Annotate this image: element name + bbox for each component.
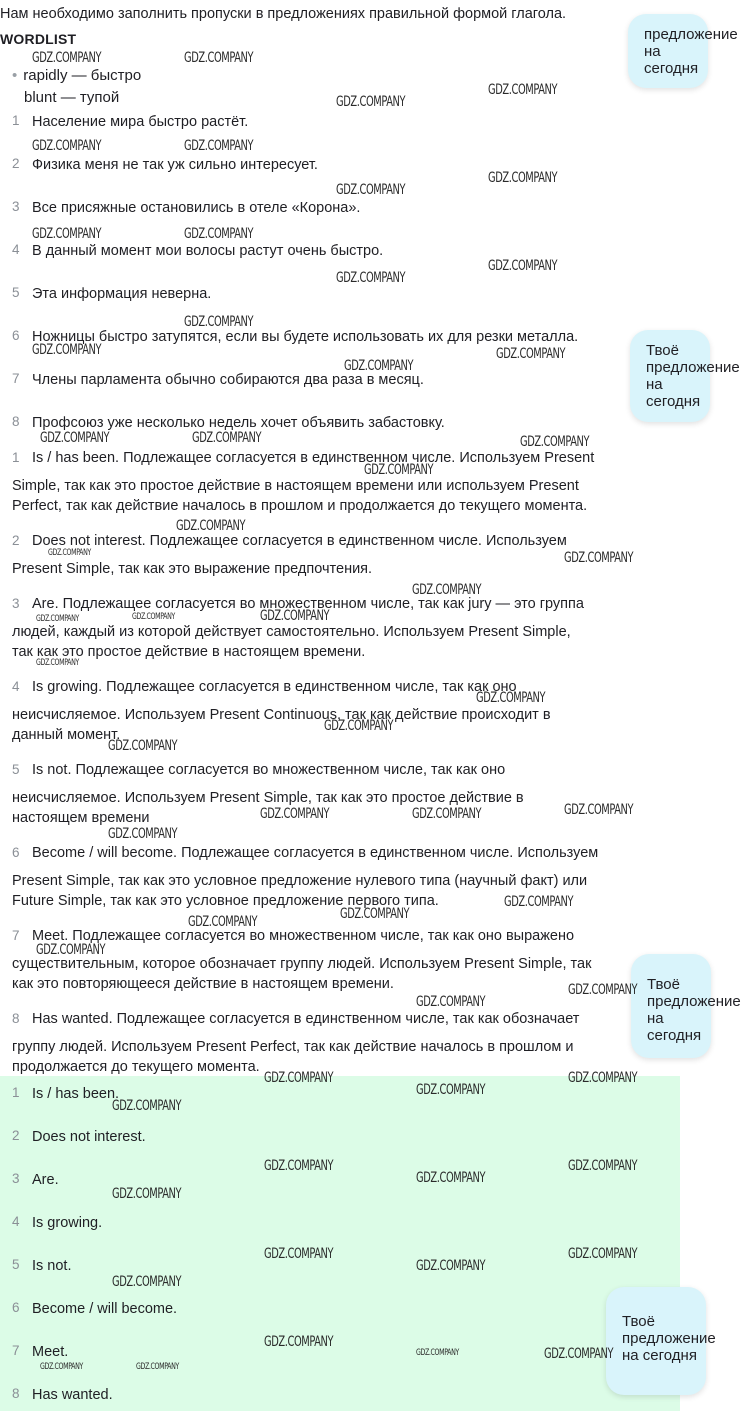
- answer-number: 4: [12, 1214, 20, 1229]
- watermark: GDZ.COMPANY: [112, 1186, 182, 1202]
- watermark: GDZ.COMPANY: [340, 906, 410, 922]
- explanation-block: [12, 448, 672, 517]
- sentence-number: 5: [12, 285, 20, 300]
- explanation-line: Are. Подлежащее согласуется во множественном числе, так как jury — это группа: [32, 596, 584, 612]
- watermark: GDZ.COMPANY: [132, 612, 175, 622]
- sentence-number: 4: [12, 242, 20, 257]
- answer-text: Does not interest.: [32, 1129, 146, 1145]
- sentence-text: Все присяжные остановились в отеле «Корона».: [32, 200, 361, 216]
- sentence-number: 1: [12, 113, 20, 128]
- answer-number: 5: [12, 1257, 20, 1272]
- explanation-line: группу людей. Используем Present Perfect, так как действие началось в прошлом и: [12, 1038, 574, 1055]
- explanation-line: Is / has been. Подлежащее согласуется в единственном числе. Используем Present: [32, 450, 595, 466]
- watermark: GDZ.COMPANY: [108, 738, 178, 754]
- explanation-number: 1: [12, 450, 20, 465]
- daily-sentence-bubble[interactable]: [630, 330, 740, 422]
- bubble-line: на сегодня: [622, 1347, 697, 1364]
- explanation-number: 7: [12, 928, 20, 943]
- sentence-text: Члены парламента обычно собираются два раза в месяц.: [32, 372, 424, 388]
- sentence-number: 7: [12, 371, 20, 386]
- answer-text: Is not.: [32, 1258, 72, 1274]
- explanation-line: так как это простое действие в настоящем времени.: [12, 644, 366, 660]
- watermark: GDZ.COMPANY: [260, 608, 330, 624]
- watermark: GDZ.COMPANY: [416, 1082, 486, 1098]
- watermark: GDZ.COMPANY: [568, 1246, 638, 1262]
- watermark: GDZ.COMPANY: [112, 1098, 182, 1114]
- explanation-block: [12, 843, 672, 912]
- explanation-line: Future Simple, так как это условное предложение первого типа.: [12, 893, 439, 909]
- watermark: GDZ.COMPANY: [108, 826, 178, 842]
- explanation-number: 4: [12, 679, 20, 694]
- answer-number: 3: [12, 1171, 20, 1186]
- bubble-line: на сегодня: [647, 1010, 702, 1044]
- sentence-text: Эта информация неверна.: [32, 286, 212, 302]
- explanation-line: Present Simple, так как это выражение предпочтения.: [12, 560, 373, 577]
- answer-number: 1: [12, 1085, 20, 1100]
- wordlist-item: • rapidly — быстро: [12, 67, 142, 84]
- watermark: GDZ.COMPANY: [184, 314, 254, 330]
- explanation-line: Present Simple, так как это условное предложение нулевого типа (научный факт) или: [12, 872, 588, 889]
- sentence-text: Профсоюз уже несколько недель хочет объявить забастовку.: [32, 415, 445, 431]
- answer-text: Is growing.: [32, 1215, 103, 1231]
- wordlist-item-text: rapidly — быстро: [23, 67, 142, 84]
- bubble-line: предложение: [644, 26, 738, 43]
- watermark: GDZ.COMPANY: [488, 258, 558, 274]
- sentence-number: 2: [12, 156, 20, 171]
- explanation-line: Meet. Подлежащее согласуется во множественном числе, так как оно выражено: [32, 928, 575, 944]
- explanation-number: 3: [12, 596, 20, 611]
- sentence-text: Ножницы быстро затупятся, если вы будете использовать их для резки металла.: [32, 329, 579, 345]
- wordlist-item-text: blunt — тупой: [24, 89, 120, 106]
- watermark: GDZ.COMPANY: [40, 430, 110, 446]
- watermark: GDZ.COMPANY: [184, 138, 254, 154]
- watermark: GDZ.COMPANY: [136, 1362, 179, 1372]
- watermark: GDZ.COMPANY: [496, 346, 566, 362]
- watermark: GDZ.COMPANY: [32, 226, 102, 242]
- instruction-text: Нам необходимо заполнить пропуски в предложениях правильной формой глагола.: [0, 6, 567, 22]
- watermark: GDZ.COMPANY: [36, 942, 106, 958]
- answer-number: 6: [12, 1300, 20, 1315]
- explanation-line: Become / will become. Подлежащее согласуется в единственном числе. Используем: [32, 845, 599, 861]
- answer-number: 7: [12, 1343, 20, 1358]
- watermark: GDZ.COMPANY: [336, 94, 406, 110]
- watermark: GDZ.COMPANY: [416, 1170, 486, 1186]
- watermark: GDZ.COMPANY: [184, 226, 254, 242]
- watermark: GDZ.COMPANY: [416, 1258, 486, 1274]
- bubble-line: Твоё: [622, 1313, 655, 1330]
- watermark: GDZ.COMPANY: [412, 582, 482, 598]
- daily-sentence-bubble[interactable]: [628, 14, 738, 88]
- watermark: GDZ.COMPANY: [488, 170, 558, 186]
- watermark: GDZ.COMPANY: [36, 614, 79, 624]
- sentence-text: В данный момент мои волосы растут очень быстро.: [32, 243, 384, 259]
- answer-text: Has wanted.: [32, 1387, 113, 1403]
- explanation-line: продолжается до текущего момента.: [12, 1059, 260, 1075]
- sentence-text: Население мира быстро растёт.: [32, 114, 249, 130]
- watermark: GDZ.COMPANY: [112, 1274, 182, 1290]
- watermark: GDZ.COMPANY: [32, 138, 102, 154]
- watermark: GDZ.COMPANY: [336, 182, 406, 198]
- watermark: GDZ.COMPANY: [40, 1362, 83, 1372]
- explanation-line: Simple, так как это простое действие в настоящем времени или используем Present: [12, 477, 579, 494]
- explanation-block: [12, 594, 672, 663]
- watermark: GDZ.COMPANY: [36, 658, 79, 668]
- explanation-block: [12, 677, 672, 746]
- watermark: GDZ.COMPANY: [344, 358, 414, 374]
- explanation-number: 5: [12, 762, 20, 777]
- wordlist-item-clipped: [24, 89, 144, 106]
- explanation-line: существительным, которое обозначает группу людей. Используем Present Simple, так: [12, 955, 592, 972]
- answer-text: Meet.: [32, 1344, 69, 1360]
- watermark: GDZ.COMPANY: [544, 1346, 614, 1362]
- bubble-line: Твоё: [647, 976, 680, 993]
- watermark: GDZ.COMPANY: [264, 1246, 334, 1262]
- sentence-number: 6: [12, 328, 20, 343]
- explanation-block: [12, 1009, 672, 1078]
- watermark: GDZ.COMPANY: [260, 806, 330, 822]
- explanation-block: [12, 926, 672, 995]
- explanation-block: [12, 760, 672, 829]
- daily-sentence-bubble[interactable]: [631, 954, 741, 1058]
- watermark: GDZ.COMPANY: [416, 1348, 459, 1358]
- watermark: GDZ.COMPANY: [324, 718, 394, 734]
- watermark: GDZ.COMPANY: [476, 690, 546, 706]
- answer-number: 2: [12, 1128, 20, 1143]
- watermark: GDZ.COMPANY: [264, 1334, 334, 1350]
- wordlist-heading: WORDLIST: [0, 31, 77, 47]
- bubble-line: на сегодня: [644, 43, 699, 77]
- answer-text: Become / will become.: [32, 1301, 178, 1317]
- answers-section: [0, 1076, 680, 1411]
- bubble-line: на сегодня: [646, 376, 701, 410]
- watermark: GDZ.COMPANY: [176, 518, 246, 534]
- watermark: GDZ.COMPANY: [568, 982, 638, 998]
- watermark: GDZ.COMPANY: [564, 550, 634, 566]
- bubble-line: предложение: [646, 359, 740, 376]
- watermark: GDZ.COMPANY: [264, 1070, 334, 1086]
- explanation-line: Has wanted. Подлежащее согласуется в единственном числе, так как обозначает: [32, 1011, 580, 1027]
- explanation-block: [12, 531, 672, 579]
- watermark: GDZ.COMPANY: [364, 462, 434, 478]
- watermark: GDZ.COMPANY: [336, 270, 406, 286]
- watermark: GDZ.COMPANY: [32, 50, 102, 66]
- explanation-line: Is growing. Подлежащее согласуется в единственном числе, так как оно: [32, 679, 517, 695]
- watermark: GDZ.COMPANY: [264, 1158, 334, 1174]
- bubble-line: предложение: [622, 1330, 716, 1347]
- answer-number: 8: [12, 1386, 20, 1401]
- explanation-line: как это повторяющееся действие в настоящем времени.: [12, 976, 394, 992]
- watermark: GDZ.COMPANY: [568, 1070, 638, 1086]
- explanation-line: неисчисляемое. Используем Present Continuous, так как действие происходит в: [12, 706, 551, 723]
- explanation-number: 8: [12, 1011, 20, 1026]
- explanation-line: неисчисляемое. Используем Present Simple, так как это простое действие в: [12, 789, 524, 806]
- watermark: GDZ.COMPANY: [188, 914, 258, 930]
- explanation-line: Does not interest. Подлежащее согласуется в единственном числе. Используем: [32, 533, 567, 549]
- explanation-line: данный момент.: [12, 727, 121, 743]
- bubble-line: Твоё: [646, 342, 679, 359]
- answer-text: Is / has been.: [32, 1086, 120, 1102]
- watermark: GDZ.COMPANY: [564, 802, 634, 818]
- watermark: GDZ.COMPANY: [568, 1158, 638, 1174]
- watermark: GDZ.COMPANY: [32, 342, 102, 358]
- explanation-line: настоящем времени: [12, 810, 150, 826]
- explanation-line: людей, каждый из которой действует самостоятельно. Используем Present Simple,: [12, 623, 571, 640]
- watermark: GDZ.COMPANY: [416, 994, 486, 1010]
- daily-sentence-bubble[interactable]: [606, 1287, 716, 1395]
- explanation-number: 2: [12, 533, 20, 548]
- answer-text: Are.: [32, 1172, 59, 1188]
- watermark: GDZ.COMPANY: [48, 548, 91, 558]
- explanation-line: Is not. Подлежащее согласуется во множественном числе, так как оно: [32, 762, 506, 778]
- watermark: GDZ.COMPANY: [184, 50, 254, 66]
- bubble-line: предложение: [647, 993, 741, 1010]
- explanation-line: Perfect, так как действие началось в прошлом и продолжается до текущего момента.: [12, 498, 588, 514]
- watermark: GDZ.COMPANY: [412, 806, 482, 822]
- watermark: GDZ.COMPANY: [504, 894, 574, 910]
- sentence-text: Физика меня не так уж сильно интересует.: [32, 157, 318, 173]
- watermark: GDZ.COMPANY: [192, 430, 262, 446]
- sentence-number: 8: [12, 414, 20, 429]
- sentence-number: 3: [12, 199, 20, 214]
- watermark: GDZ.COMPANY: [488, 82, 558, 98]
- watermark: GDZ.COMPANY: [520, 434, 590, 450]
- explanation-number: 6: [12, 845, 20, 860]
